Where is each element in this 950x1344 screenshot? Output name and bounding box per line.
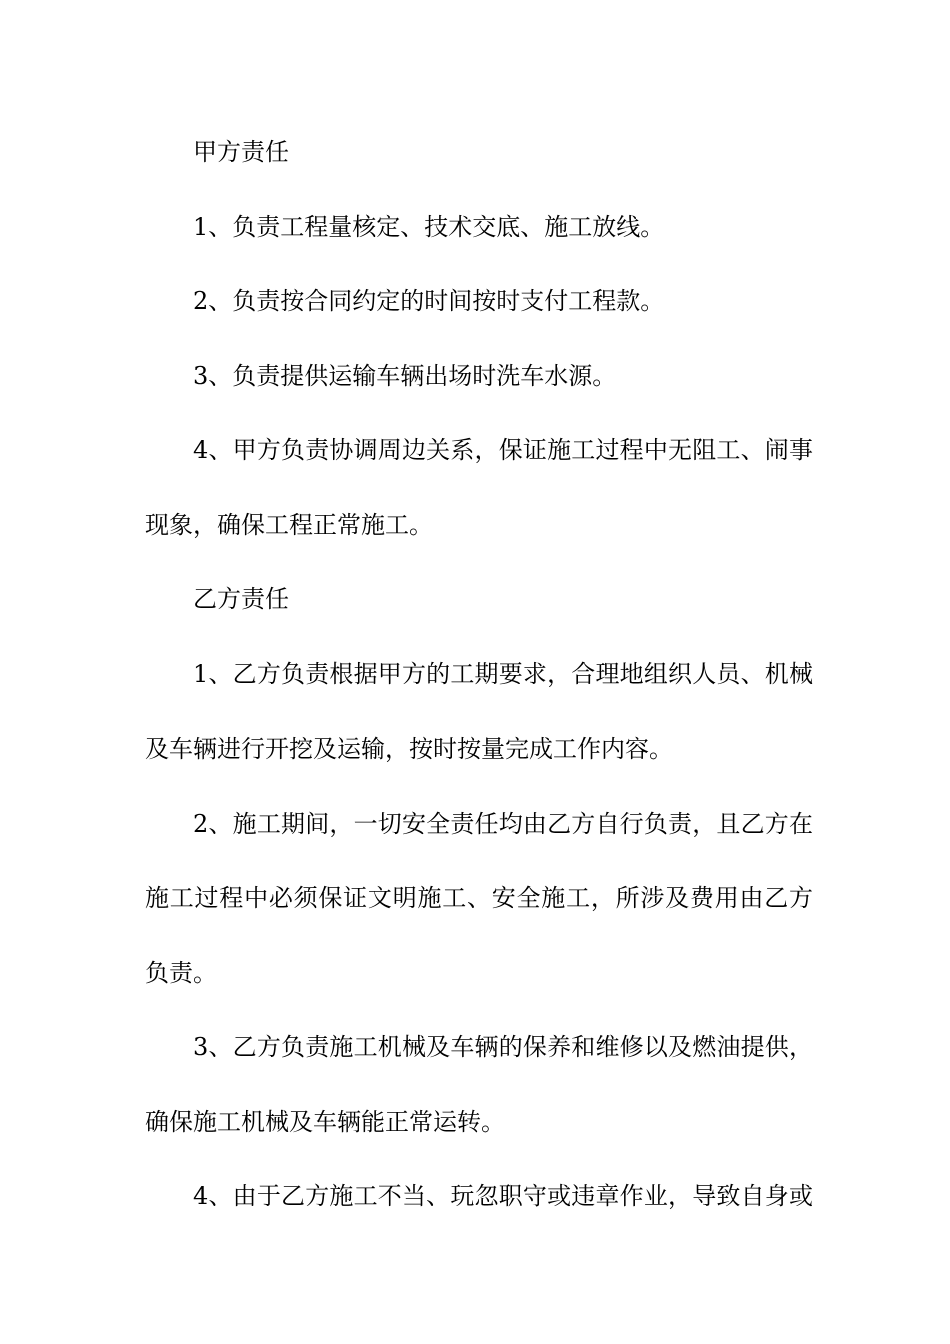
party-b-item-3-line-2: 确保施工机械及车辆能正常运转。: [145, 1108, 505, 1136]
party-b-item-2-line-2: 施工过程中必须保证文明施工、安全施工，所涉及费用由乙方: [145, 884, 813, 912]
party-b-item-2-line-1: 2、施工期间，一切安全责任均由乙方自行负责，且乙方在: [193, 810, 813, 838]
party-b-item-4-line-1: 4、由于乙方施工不当、玩忽职守或违章作业，导致自身或: [193, 1182, 813, 1210]
party-a-item-4-line-1: 4、甲方负责协调周边关系，保证施工过程中无阻工、闹事: [193, 436, 813, 464]
party-a-item-1: 1、负责工程量核定、技术交底、施工放线。: [193, 213, 665, 241]
party-b-item-1-line-2: 及车辆进行开挖及运输，按时按量完成工作内容。: [145, 735, 673, 763]
section-heading-party-b: 乙方责任: [193, 585, 289, 613]
party-b-item-1-line-1: 1、乙方负责根据甲方的工期要求，合理地组织人员、机械: [193, 660, 813, 688]
section-heading-party-a: 甲方责任: [193, 138, 289, 166]
party-a-item-2: 2、负责按合同约定的时间按时支付工程款。: [193, 287, 665, 315]
party-b-item-2-line-3: 负责。: [145, 959, 217, 987]
party-b-item-3-line-1: 3、乙方负责施工机械及车辆的保养和维修以及燃油提供，: [193, 1033, 813, 1061]
party-a-item-4-line-2: 现象，确保工程正常施工。: [145, 511, 433, 539]
party-a-item-3: 3、负责提供运输车辆出场时洗车水源。: [193, 362, 617, 390]
